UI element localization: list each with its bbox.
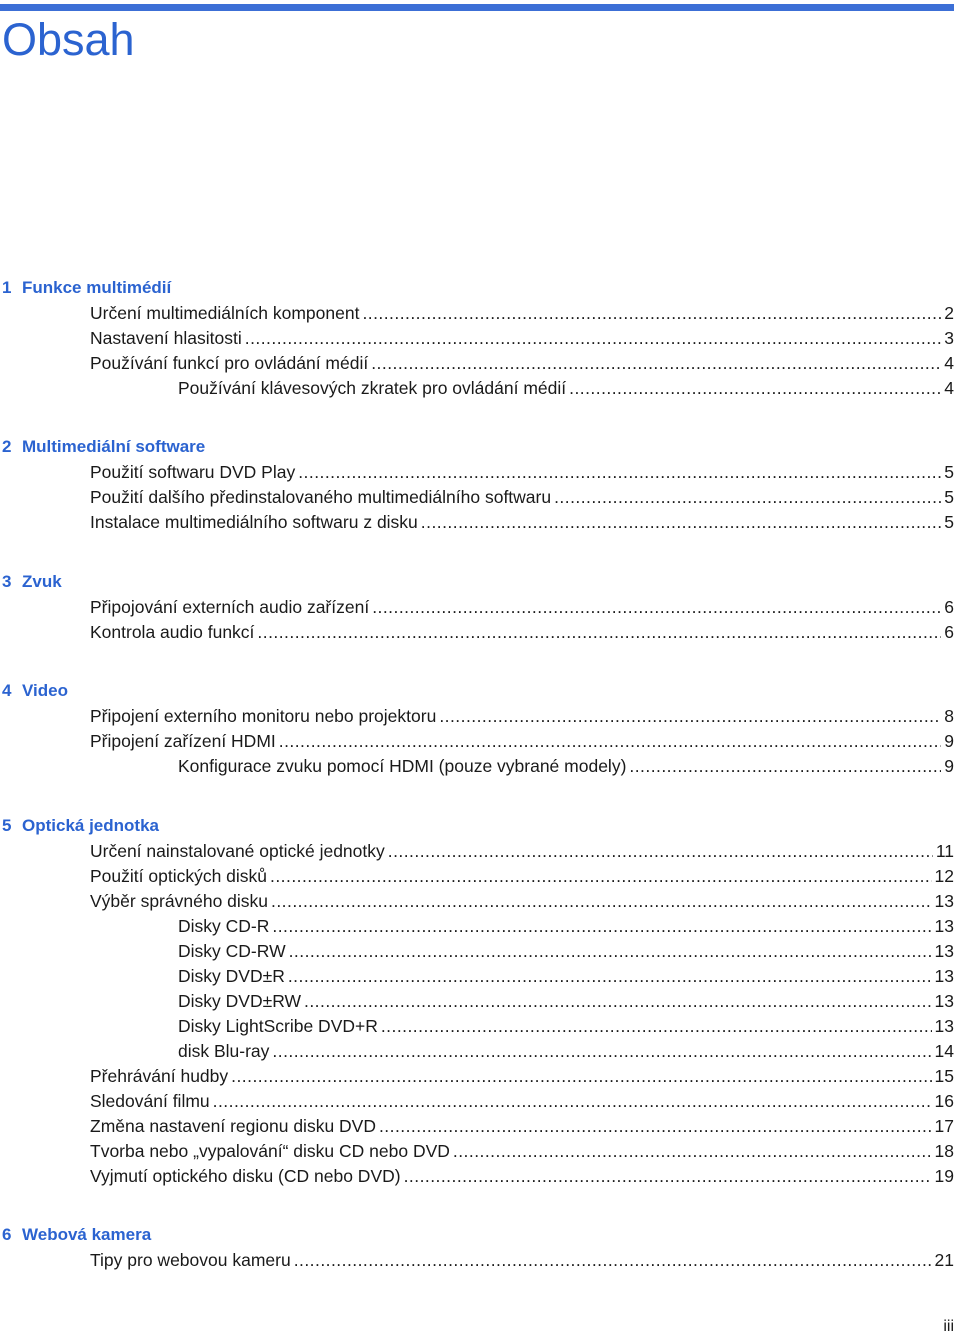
entry-page: 5 — [944, 487, 954, 507]
toc-entry[interactable] — [178, 990, 954, 1012]
chapter-title: Zvuk — [22, 572, 62, 591]
dot-leader — [298, 461, 941, 483]
entry-label: Disky LightScribe DVD+R — [178, 1016, 378, 1036]
entry-page: 4 — [944, 353, 954, 373]
entry-label: Použití optických disků — [90, 866, 268, 886]
dot-leader — [554, 486, 941, 508]
dot-leader — [379, 1115, 932, 1137]
dot-leader — [439, 705, 941, 727]
dot-leader — [629, 755, 941, 777]
chapter-number: 4 — [2, 681, 12, 700]
dot-leader — [362, 302, 941, 324]
dot-leader — [288, 965, 932, 987]
page-title: Obsah — [2, 14, 135, 65]
entry-page: 11 — [935, 841, 954, 861]
dot-leader — [257, 621, 941, 643]
dot-leader — [421, 511, 941, 533]
entry-label: Tipy pro webovou kameru — [90, 1250, 291, 1270]
entry-page: 9 — [944, 731, 954, 751]
dot-leader — [381, 1015, 932, 1037]
entry-label: Sledování filmu — [90, 1091, 210, 1111]
entry-page: 13 — [934, 891, 954, 911]
entry-page: 13 — [934, 991, 954, 1011]
entry-label: Určení nainstalované optické jednotky — [90, 841, 385, 861]
chapter-number: 3 — [2, 572, 12, 591]
entry-page: 19 — [934, 1166, 954, 1186]
entry-page: 5 — [944, 462, 954, 482]
entry-label: Nastavení hlasitosti — [90, 328, 242, 348]
chapter-number: 2 — [2, 437, 12, 456]
entry-page: 13 — [934, 966, 954, 986]
entry-label: Použití dalšího předinstalovaného multimediálního softwaru — [90, 487, 552, 507]
toc-entry[interactable] — [90, 352, 954, 374]
chapter-title: Webová kamera — [22, 1225, 152, 1244]
chapter-number: 5 — [2, 816, 12, 835]
dot-leader — [272, 915, 931, 937]
entry-page: 15 — [934, 1066, 954, 1086]
entry-label: Připojení zařízení HDMI — [90, 731, 276, 751]
entry-page: 6 — [944, 622, 954, 642]
entry-label: Změna nastavení regionu disku DVD — [90, 1116, 376, 1136]
entry-page: 21 — [934, 1250, 954, 1270]
entry-label: Připojení externího monitoru nebo projektoru — [90, 706, 437, 726]
toc-entry[interactable] — [90, 327, 954, 349]
toc-entry[interactable] — [178, 915, 954, 937]
toc-entry[interactable] — [90, 865, 954, 887]
chapter-title: Optická jednotka — [22, 816, 159, 835]
entry-label: Přehrávání hudby — [90, 1066, 229, 1086]
entry-label: Výběr správného disku — [90, 891, 269, 911]
toc-entry[interactable] — [178, 965, 954, 987]
entry-label: Použití softwaru DVD Play — [90, 462, 296, 482]
toc-entry[interactable] — [90, 511, 954, 533]
page-number: iii — [943, 1318, 954, 1335]
toc-entry[interactable] — [90, 840, 954, 862]
entry-label: disk Blu-ray — [178, 1041, 270, 1061]
entry-label: Disky DVD±R — [178, 966, 285, 986]
dot-leader — [231, 1065, 931, 1087]
dot-leader — [213, 1090, 932, 1112]
toc-entry[interactable] — [90, 1140, 954, 1162]
chapter-number: 1 — [2, 278, 12, 297]
dot-leader — [245, 327, 942, 349]
toc-entry[interactable] — [90, 486, 954, 508]
chapter-title: Funkce multimédií — [22, 278, 172, 297]
toc-entry[interactable] — [90, 596, 954, 618]
dot-leader — [294, 1249, 932, 1271]
dot-leader — [270, 865, 932, 887]
toc-entry[interactable] — [90, 461, 954, 483]
dot-leader — [304, 990, 932, 1012]
entry-page: 4 — [944, 378, 954, 398]
chapter-heading[interactable] — [2, 571, 62, 593]
dot-leader — [569, 377, 941, 399]
toc-entry[interactable] — [90, 621, 954, 643]
entry-page: 13 — [934, 916, 954, 936]
entry-label: Používání klávesových zkratek pro ovládání médií — [178, 378, 567, 398]
entry-label: Instalace multimediálního softwaru z disku — [90, 512, 418, 532]
entry-page: 8 — [944, 706, 954, 726]
chapter-heading[interactable] — [2, 436, 205, 458]
entry-label: Tvorba nebo „vypalování“ disku CD nebo DVD — [90, 1141, 450, 1161]
entry-page: 16 — [934, 1091, 954, 1111]
entry-page: 12 — [934, 866, 954, 886]
chapter-number: 6 — [2, 1225, 12, 1244]
entry-page: 6 — [944, 597, 954, 617]
toc-entry[interactable] — [90, 890, 954, 912]
entry-page: 13 — [934, 941, 954, 961]
entry-label: Připojování externích audio zařízení — [90, 597, 370, 617]
toc-entry[interactable] — [90, 705, 954, 727]
chapter-heading[interactable] — [2, 1224, 151, 1246]
dot-leader — [371, 352, 941, 374]
entry-page: 13 — [934, 1016, 954, 1036]
toc-entry[interactable] — [90, 1090, 954, 1112]
entry-page: 14 — [934, 1041, 954, 1061]
entry-page: 9 — [944, 756, 954, 776]
chapter-heading[interactable] — [2, 277, 171, 299]
entry-label: Disky CD-RW — [178, 941, 286, 961]
entry-label: Kontrola audio funkcí — [90, 622, 255, 642]
toc-entry[interactable] — [90, 730, 954, 752]
toc-entry[interactable] — [90, 1249, 954, 1271]
entry-label: Určení multimediálních komponent — [90, 303, 360, 323]
chapter-heading[interactable] — [2, 680, 68, 702]
entry-page: 18 — [934, 1141, 954, 1161]
entry-label: Vyjmutí optického disku (CD nebo DVD) — [90, 1166, 401, 1186]
toc-entry[interactable] — [90, 1165, 954, 1187]
toc-entry[interactable] — [178, 1040, 954, 1062]
toc-entry[interactable] — [90, 1065, 954, 1087]
entry-label: Disky DVD±RW — [178, 991, 302, 1011]
entry-page: 17 — [934, 1116, 954, 1136]
toc-entry[interactable] — [90, 1115, 954, 1137]
dot-leader — [388, 840, 933, 862]
toc-entry[interactable] — [178, 940, 954, 962]
dot-leader — [404, 1165, 932, 1187]
entry-page: 3 — [944, 328, 954, 348]
toc-entry[interactable] — [178, 377, 954, 399]
entry-label: Konfigurace zvuku pomocí HDMI (pouze vybrané modely) — [178, 756, 627, 776]
entry-label: Disky CD-R — [178, 916, 270, 936]
dot-leader — [372, 596, 941, 618]
chapter-title: Multimediální software — [22, 437, 206, 456]
entry-page: 5 — [944, 512, 954, 532]
chapter-heading[interactable] — [2, 815, 159, 837]
entry-label: Používání funkcí pro ovládání médií — [90, 353, 369, 373]
chapter-title: Video — [22, 681, 68, 700]
dot-leader — [279, 730, 942, 752]
dot-leader — [271, 890, 932, 912]
toc-entry[interactable] — [178, 755, 954, 777]
dot-leader — [289, 940, 932, 962]
dot-leader — [272, 1040, 931, 1062]
dot-leader — [453, 1140, 932, 1162]
entry-page: 2 — [944, 303, 954, 323]
toc-entry[interactable] — [90, 302, 954, 324]
toc-entry[interactable] — [178, 1015, 954, 1037]
